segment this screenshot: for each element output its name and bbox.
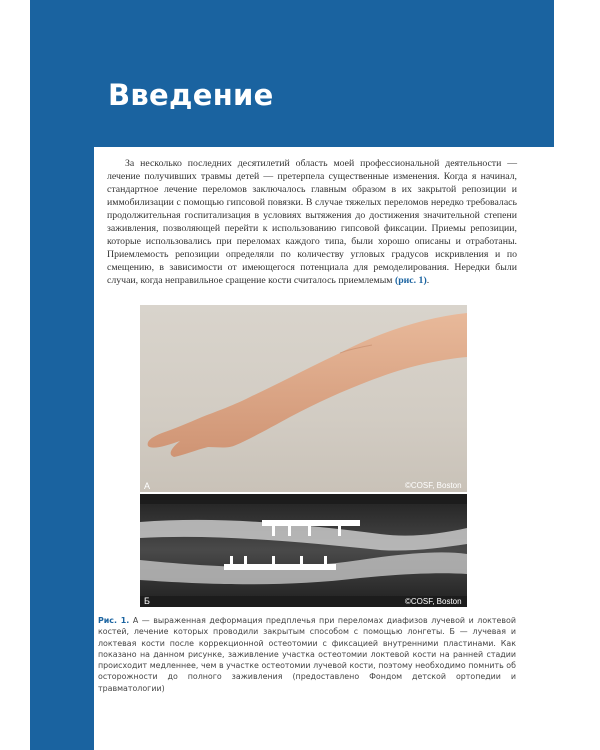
- xray-image: [140, 494, 467, 607]
- intro-text: За несколько последних десятилетий область моей профессиональной деятельности — лечение получивших травмы детей — претерпела существенные изменения. Когда я начинал, стандартное лечение переломов заключалось главным образом в их закрытой репозиции и иммобилизации с помощью гипсовой повязки. В случае тяжелых переломов нередко требовалась продолжительная госпитализация в условиях вытяжения до достижения значительной степени заживления, позволяющей перейти к использованию гипсовой фиксации. Приемы репозиции, которые использовались при переломах каждого типа, были хорошо описаны и отработаны. Приемлемость репозиции определяли по количеству угловых градусов искривления и по смещению, в зависимости от имеющегося потенциала для ремоделирования. Нередки были случаи, когда неправильное сращение кости считалось приемлемым: [107, 158, 517, 286]
- forearm-illustration: [140, 305, 467, 492]
- figure-reference-link[interactable]: (рис. 1): [394, 275, 427, 286]
- photo-credit: ©COSF, Boston: [405, 481, 462, 490]
- caption-label: Рис. 1.: [98, 616, 130, 625]
- figure-caption: [98, 615, 516, 694]
- forearm-photo: [140, 305, 467, 492]
- xray-label-b: Б: [144, 596, 150, 606]
- xray-credit: ©COSF, Boston: [405, 597, 462, 606]
- intro-paragraph: [107, 157, 517, 287]
- title-banner: [94, 0, 554, 147]
- left-color-bar: [30, 0, 94, 750]
- intro-end: .: [426, 275, 430, 286]
- photo-label-a: А: [144, 481, 151, 491]
- caption-text: А — выраженная деформация предплечья при переломах диафизов лучевой и локтевой костей, лечение которых проводили закрытым способом с помощью лонгеты. Б — лучевая и локтевая кости после коррекционной остеотомии с фиксацией внутренними пластинами. Как показано на данном рисунке, заживление участка остеотомии локтевой кости на ранней стадии происходит медленнее, чем в участке остеотомии лучевой кости, поэтому необходимо помнить об осторожности до полного заживления (предоставлено Фондом детской ортопедии и травматологии): [98, 616, 516, 693]
- page-title: Введение: [108, 78, 274, 112]
- xray-illustration: [140, 494, 467, 607]
